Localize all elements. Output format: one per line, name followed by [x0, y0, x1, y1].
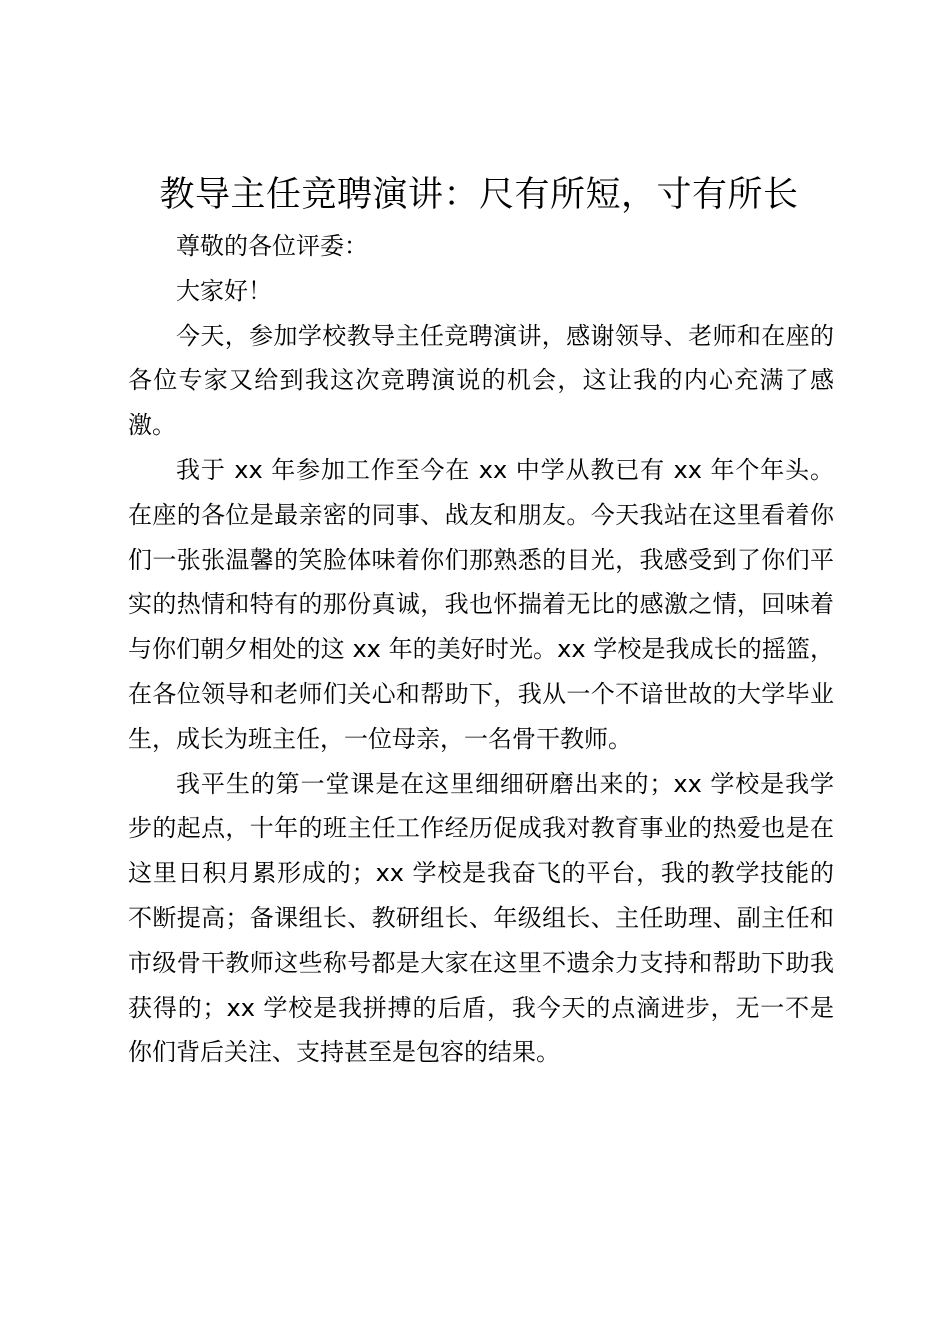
paragraph-opening: 今天，参加学校教导主任竞聘演讲，感谢领导、老师和在座的各位专家又给到我这次竞聘演说的机会，这让我的内心充满了感激。: [128, 321, 834, 440]
paragraph-career: 我于 xx 年参加工作至今在 xx 中学从教已有 xx 年个年头。在座的各位是最亲密的同事、战友和朋友。今天我站在这里看着你们一张张温馨的笑脸体味着你们那熟悉的目光，我感受到了你们平实的热情和特有的那份真诚，我也怀揣着无比的感激之情，回味着与你们朝夕相处的这 xx 年的美好时光。xx 学校是我成长的摇篮，在各位领导和老师们关心和帮助下，我从一个不谙世故的大学毕业生，成长为班主任，一位母亲，一名骨干教师。: [128, 455, 834, 753]
salutation: 尊敬的各位评委：: [176, 232, 368, 260]
greeting: 大家好！: [176, 276, 272, 305]
document-title: 教导主任竞聘演讲：尺有所短，寸有所长: [159, 175, 799, 215]
document-body: [128, 224, 834, 1075]
paragraph-growth: 我平生的第一堂课是在这里细细研磨出来的；xx 学校是我学步的起点，十年的班主任工作经历促成我对教育事业的热爱也是在这里日积月累形成的；xx 学校是我奋飞的平台，我的教学技能的不断提高；备课组长、教研组长、年级组长、主任助理、副主任和市级骨干教师这些称号都是大家在这里不遗余力支持和帮助下助我获得的；xx 学校是我拼搏的后盾，我今天的点滴进步，无一不是你们背后关注、支持甚至是包容的结果。: [128, 769, 834, 1067]
